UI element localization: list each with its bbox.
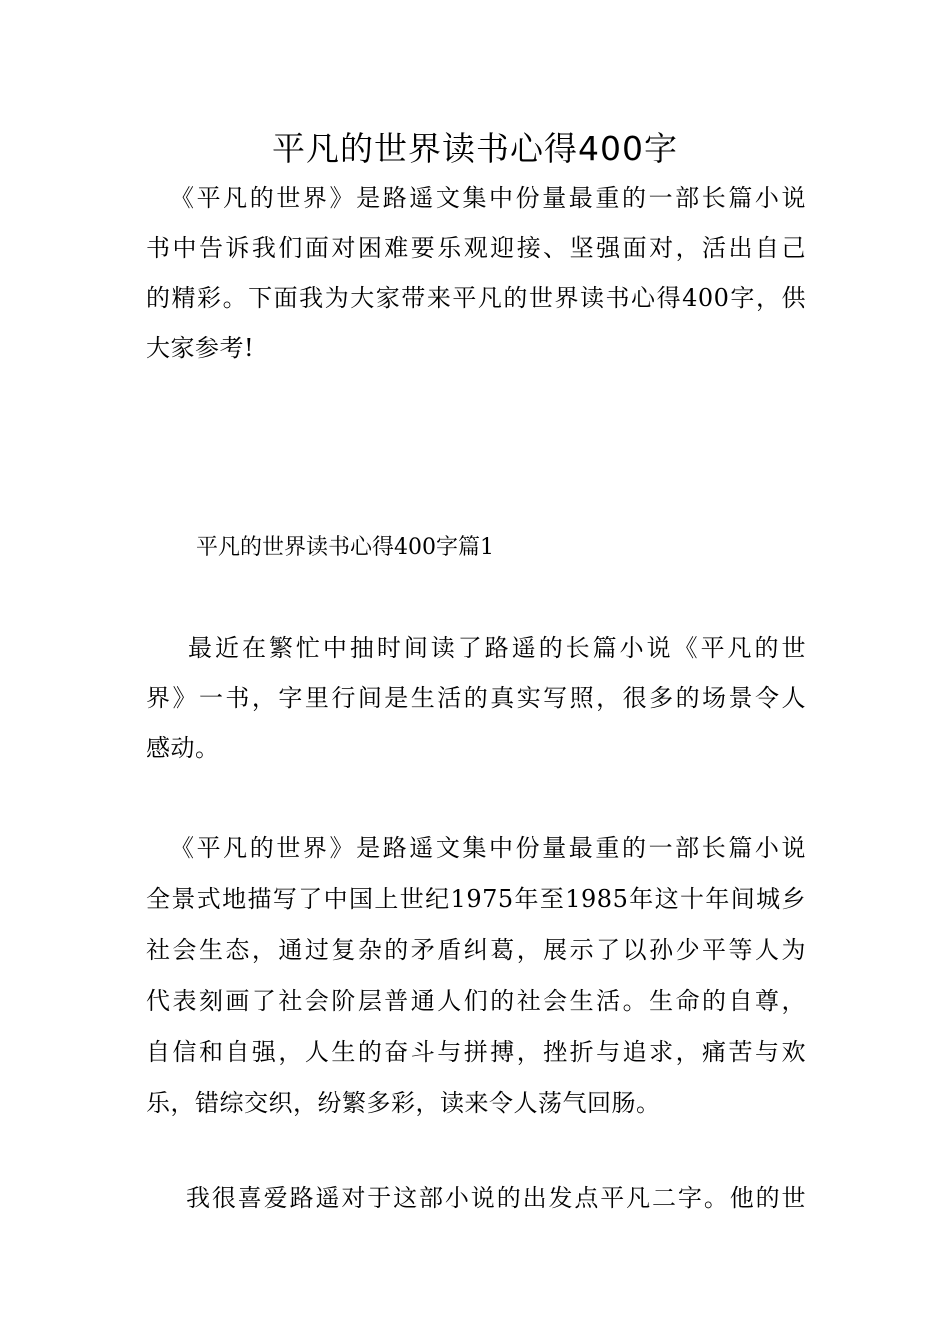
paragraph-line: 代表刻画了社会阶层普通人们的社会生活。生命的自尊，: [146, 987, 806, 1015]
intro-line: 《平凡的世界》是路遥文集中份量最重的一部长篇小说: [170, 184, 806, 212]
paragraph-line: 我很喜爱路遥对于这部小说的出发点平凡二字。他的世: [186, 1184, 806, 1212]
paragraph-line: 《平凡的世界》是路遥文集中份量最重的一部长篇小说: [170, 834, 806, 862]
paragraph-line: 界》一书，字里行间是生活的真实写照，很多的场景令人: [146, 684, 806, 712]
paragraph-line: 自信和自强，人生的奋斗与拼搏，挫折与追求，痛苦与欢: [146, 1038, 806, 1066]
paragraph-line: 社会生态，通过复杂的矛盾纠葛，展示了以孙少平等人为: [146, 936, 806, 964]
paragraph-line: 最近在繁忙中抽时间读了路遥的长篇小说《平凡的世: [188, 634, 806, 662]
paragraph-line: 感动。: [146, 734, 220, 762]
section-heading: 平凡的世界读书心得400字篇1: [196, 535, 494, 560]
document-title: 平凡的世界读书心得400字: [272, 129, 678, 168]
intro-line: 大家参考!: [146, 334, 255, 362]
paragraph-line: 全景式地描写了中国上世纪1975年至1985年这十年间城乡: [146, 885, 806, 913]
intro-line: 书中告诉我们面对困难要乐观迎接、坚强面对，活出自己: [146, 234, 806, 262]
intro-line: 的精彩。下面我为大家带来平凡的世界读书心得400字，供: [146, 284, 806, 312]
paragraph-line: 乐，错综交织，纷繁多彩，读来令人荡气回肠。: [146, 1089, 661, 1117]
